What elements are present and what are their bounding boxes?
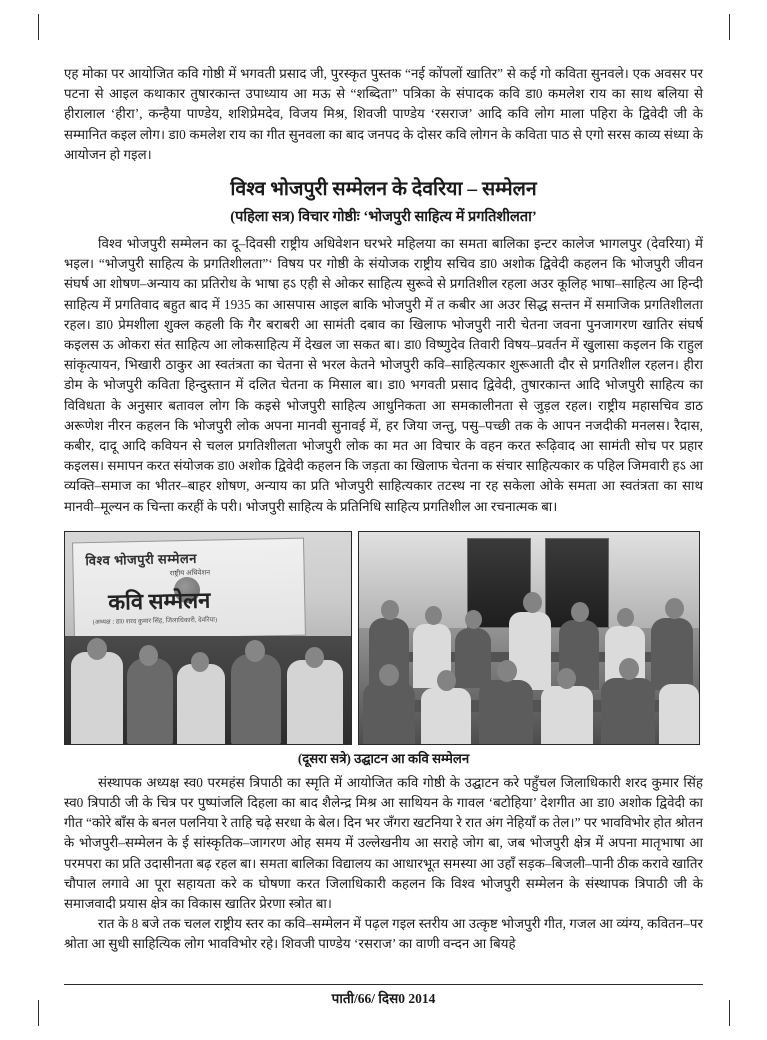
page-content: [64, 64, 703, 955]
crop-mark-top-right: [729, 14, 730, 40]
paragraph-final: रात के 8 बजे तक चलल राष्ट्रीय स्तर का कवि–सम्मेलन में पढ़ल गइल स्तरीय आ उत्कृष्ट भोजपुरी गीत, गजल आ व्यंग्य, कवितन–पर श्रोता आ सुधी साहित्यिक लोग भावविभोर रहे। शिवजी पाण्डेय ‘रसराज’ का वाणी वन्दन आ बियहे: [64, 916, 703, 952]
paragraph-session-one: विश्व भोजपुरी सम्मेलन का दू–दिवसी राष्ट्रीय अधिवेशन घरभरे महिलया का समता बालिका इन्टर कालेज भागलपुर (देवरिया) में भइल। “भोजपुरी साहित्य के प्रगतिशीलता”‘ विषय पर गोष्ठी के संयोजक राष्ट्रीय सचिव डा0 अशोक द्विवेदी कहलन कि भोजपुरी जीवन संघर्ष आ शोषण–अन्याय का प्रतिरोध के भाषा हऽ एही से ओकर साहित्य सुरूवे से प्रगतिशील रहला अउर कूलिह भाषा–साहित्य आ हिन्दी साहित्य में प्रगतिवाद बहुत बाद में 1935 का आसपास आइल बाकि भोजपुरी में त कबीर आ अउर सिद्ध सन्तन में समाजिक प्रगतिशीलता रहल। डा0 प्रेमशीला शुक्ल कहली कि गैर बराबरी आ सामंती दबाव का खिलाफ भोजपुरी नारी चेतना जवना पुनजागरण खातिर संघर्ष कइलस ऊ ओकरा संत साहित्य आ लोकसाहित्य में देखल जा सकत बा। डा0 विष्णुदेव तिवारी विषय–प्रवर्तन में खुलासा कइलन कि राहुल सांकृत्यायन, भिखारी ठाकुर आ स्वतंत्रता का चेतना से भरल केतने भोजपुरी कवि–साहित्यकार शुरूआती दौर से प्रगतिशील रहलन। हीरा डोम के भोजपुरी कविता हिन्दुस्तान में दलित चेतना क मिसाल बा। डा0 भगवती प्रसाद द्विवेदी, तुषारकान्त आदि भोजपुरी साहित्य का विविधता के अनुसार बतावल लोग कि कइसे भोजपुरी साहित्य आधुनिकता आ समकालीनता से जुड़ल रहल। राष्ट्रीय महासचिव डाठ अरूणेश नीरन कहलन कि भोजपुरी लोक अपना मानवी सुनावई में, हर जिया जन्तु, पसु–पच्छी तक के आपन नजदीकी मनलस। रैदास, कबीर, दादू आदि कवियन से चलल प्रगतिशीलता भोजपुरी लोक का मत आ विचार के वहन करत रूढ़िवाद आ सामंती सोच पर प्रहार कइलस। समापन करत संयोजक डा0 अशोक द्विवेदी कहलन कि जड़ता का खिलाफ चेतना क संचार साहित्यकार क पहिल जिमवारी हऽ आ व्यक्ति–समाज का भीतर–बाहर शोषण, अन्याय का प्रति भोजपुरी साहित्यकार तटस्थ ना रह सकेला ओके समता आ स्वतंत्रता का साथ मानवी–मूल्यन क चिन्ता करहीं के परी। भोजपुरी साहित्य के प्रतिनिधि साहित्य प्रगतिशील आ रचनात्मक बा।: [64, 236, 703, 514]
photo-audience-hall: [358, 531, 700, 745]
crop-mark-bottom-right: [729, 1000, 730, 1026]
banner-cloth: [72, 537, 306, 640]
banner-line-4: (अध्यक्ष : डा0 शरद कुमार सिंह, जिलाधिकारी, देवरिया): [92, 616, 218, 626]
footer-divider: [64, 984, 703, 985]
section-title: विश्व भोजपुरी सम्मेलन के देवरिया – सम्मेलन: [230, 179, 537, 201]
crop-mark-bottom-left: [38, 1000, 39, 1026]
banner-line-1: विश्व भोजपुरी सम्मेलन: [85, 550, 198, 569]
paragraph-intro: एह मोका पर आयोजित कवि गोष्ठी में भगवती प्रसाद जी, पुरस्कृत पुस्तक “नई कोंपलों खातिर” से कई गो कविता सुनवले। एक अवसर पर पटना से आइल कथाकार तुषारकान्त उपाध्याय आ मऊ से “शब्दिता” पत्रिका के संपादक कवि डा0 कमलेश राय का साथ बलिया से हीरालाल ‘हीरा’, कन्हैया पाण्डेय, शशिप्रेमदेव, विजय मिश्र, शिवजी पाण्डेय ‘रसराज’ आदि कवि लोग माला पहिरा के द्विवेदी जी के सम्मानित कइल लोग। डा0 कमलेश राय का गीत सुनवला का बाद जनपद के दोसर कवि लोगन के कविता पाठ से एगो सरस काव्य संध्या के आयोजन हो गइल।: [64, 66, 703, 162]
paragraph-after-photo: संस्थापक अध्यक्ष स्व0 परमहंस त्रिपाठी का स्मृति में आयोजित कवि गोष्ठी के उद्घाटन करे पहुँचल जिलाधिकारी शरद कुमार सिंह स्व0 त्रिपाठी जी के चित्र पर पुष्पांजलि दिहला का बाद शैलेन्द्र मिश्र आ साथियन के गावल ‘बटोहिया’ देशगीत आ डा0 अशोक द्विवेदी का गीत “कोरे बाँस के बनल पलनिया रे ताहि चढ़े सरधा के बेल। दिन भर जँगरा खटनिया रे रात अंग नेहियाँ क तेल।” पर भावविभोर होत श्रोतन के भोजपुरी–सम्मेलन के ई सांस्कृतिक–जागरण ओह समय में उल्लेखनीय आ सराहे जोग बा, जब भोजपुरी क्षेत्र में अपना मातृभाषा आ परमपरा का प्रति उदासीनता बढ़ रहल बा। समता बालिका विद्यालय का आधारभूत समस्या आ उहाँ सड़क–बिजली–पानी ठीक करावे खातिर चौपाल लगावे आ पूरा सहायता करे क घोषणा करत जिलाधिकारी कहलन कि विश्व भोजपुरी सम्मेलन के संस्थापक त्रिपाठी जी के समाजवादी प्रयास क्षेत्र का विकास खातिर प्रेरणा स्त्रोत बा।: [64, 774, 703, 912]
crop-mark-top-left: [38, 14, 39, 40]
banner-line-2: राष्ट्रीय अधिवेशन: [169, 568, 211, 578]
photo-caption: (दूसरा सत्रे) उद्घाटन आ कवि सम्मेलन: [297, 750, 470, 766]
banner-line-3: कवि सम्मेलन: [107, 587, 211, 615]
section-subtitle: (पहिला सत्र) विचार गोष्ठीः ‘भोजपुरी साहित्य में प्रगतिशीलता’: [230, 209, 537, 226]
photo-kavi-sammelan-banner: [64, 531, 352, 745]
page-footer: पाती/66/ दिस0 2014: [331, 991, 436, 1006]
photo-row: [64, 531, 703, 745]
